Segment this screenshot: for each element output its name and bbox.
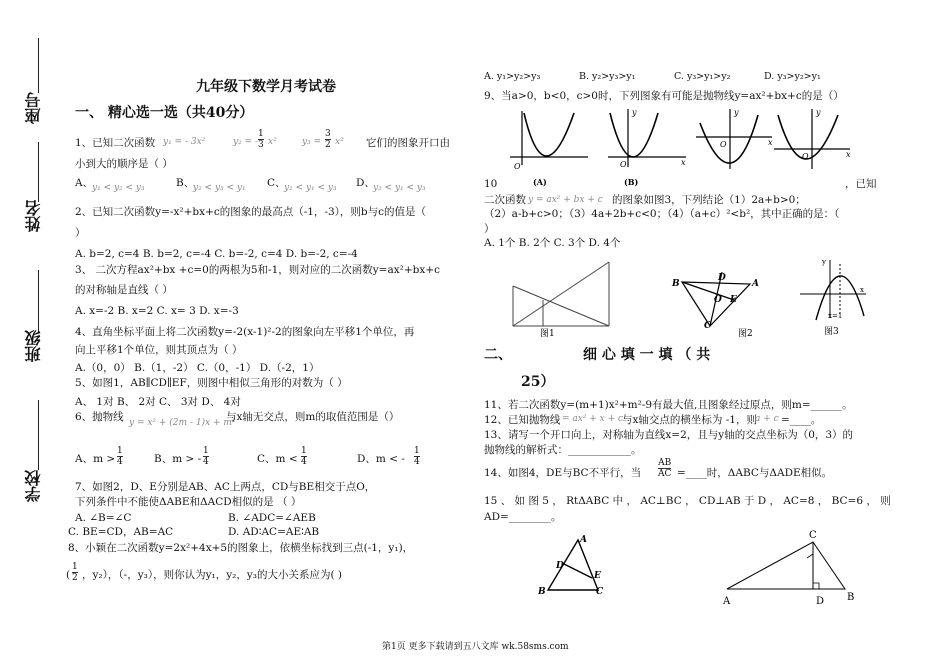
svg-text:y: y <box>822 258 826 266</box>
page-title: 九年级下数学月考试卷 <box>196 79 336 95</box>
svg-text:x: x <box>681 158 686 167</box>
svg-text:x: x <box>860 286 864 294</box>
figure-3 <box>800 258 870 338</box>
svg-text:y: y <box>632 108 637 117</box>
q9-graph-d <box>772 107 854 185</box>
svg-text:B: B <box>538 587 546 597</box>
svg-text:x: x <box>846 150 851 159</box>
name-line <box>38 142 39 202</box>
svg-text:C: C <box>704 321 712 331</box>
svg-text:B: B <box>672 279 680 289</box>
question-9: 9、当a>0，b<0，c>0时，下列图象有可能是抛物线y=ax²+bx+c的是（） <box>484 90 844 102</box>
page-footer: 第1页 更多下载请到五八文库 wk.58sms.com <box>382 642 569 652</box>
section2-number: 二、 <box>484 347 512 363</box>
svg-text:D: D <box>816 596 825 607</box>
svg-text:(A): (A) <box>533 177 547 187</box>
figure-1 <box>505 258 620 338</box>
svg-text:O: O <box>714 295 722 305</box>
q9-graph-c <box>694 107 776 185</box>
svg-text:O: O <box>514 162 521 171</box>
svg-text:A: A <box>752 279 759 289</box>
svg-text:E: E <box>594 571 601 581</box>
school-line <box>38 400 39 470</box>
svg-text:C: C <box>809 530 817 541</box>
svg-text:y: y <box>734 108 739 117</box>
svg-text:C: C <box>596 587 604 597</box>
q9-graph-b <box>606 107 688 185</box>
svg-text:O: O <box>620 160 627 169</box>
svg-text:x: x <box>768 138 773 147</box>
svg-text:O: O <box>720 140 727 149</box>
seat-label: 座号 <box>24 92 43 124</box>
section2-points: 25） <box>521 374 555 390</box>
svg-text:D: D <box>718 273 726 283</box>
section1-heading: 一、 精心选一选（共40分） <box>75 105 254 121</box>
class-label: 班级 <box>24 330 43 362</box>
svg-text:(B): (B) <box>624 177 639 187</box>
svg-text:图1: 图1 <box>540 329 555 339</box>
figure-5 <box>715 530 855 608</box>
svg-text:E: E <box>730 295 737 305</box>
figure-2 <box>670 264 770 344</box>
svg-text:A: A <box>580 535 587 545</box>
q9-graph-a <box>510 107 592 185</box>
svg-text:y: y <box>816 108 821 117</box>
seat-line <box>38 38 39 93</box>
svg-text:D: D <box>556 561 564 571</box>
svg-text:图3: 图3 <box>824 327 839 337</box>
section2-heading: 细 心 填 一 填 （ 共 <box>583 347 711 363</box>
svg-text:B: B <box>847 592 855 603</box>
svg-text:O: O <box>802 152 809 161</box>
svg-text:A: A <box>723 596 731 607</box>
figure-4 <box>534 530 614 600</box>
svg-text:图2: 图2 <box>738 329 753 339</box>
class-line <box>38 270 39 332</box>
school-label: 学校 <box>24 470 43 502</box>
name-label: 姓名 <box>24 200 43 232</box>
svg-text:x=1: x=1 <box>828 312 843 320</box>
